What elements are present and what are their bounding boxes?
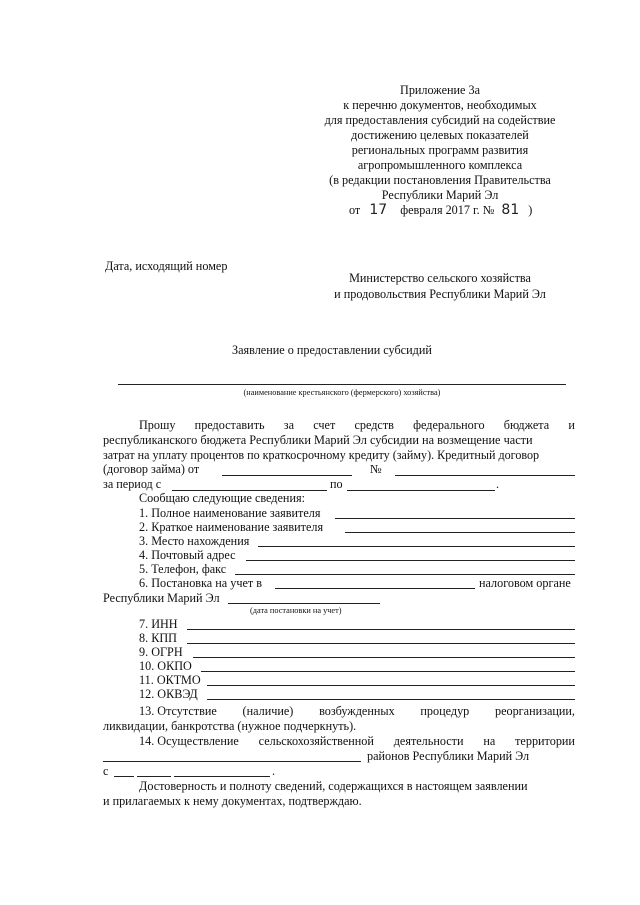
field-label-okpo: 10. ОКПО [139,659,192,673]
word: предоставить [194,418,265,432]
info-intro: Сообщаю следующие сведения: [139,491,305,505]
word: на [483,734,496,748]
location-field[interactable] [258,546,575,547]
activity-day-field[interactable] [114,776,134,777]
field-label-full-name: 1. Полное наименование заявителя [139,506,321,520]
word: возбужденных [319,704,395,718]
period-end-dot: . [496,477,500,491]
word: сельскохозяйственной [258,734,374,748]
field-14-line-1 [139,735,575,747]
period-from-label: за период с [103,477,162,491]
word: федерального [413,418,485,432]
appendix-title: Приложение 3а [400,83,480,97]
word: (наличие) [242,704,294,718]
activity-month-field[interactable] [137,776,171,777]
tax-office-field[interactable] [275,588,475,589]
word: и [568,418,575,432]
field-label-ogrn: 9. ОГРН [139,645,183,659]
word: 13. Отсутствие [139,704,217,718]
postal-address-field[interactable] [246,560,575,561]
handwritten-day: 17 [369,202,388,218]
request-line-3: затрат на уплату процентов по краткосрочному кредиту (займу). Кредитный договор [103,448,540,462]
field-label-phone-fax: 5. Телефон, факс [139,562,227,576]
appendix-line: агропромышленного комплекса [357,158,523,172]
okved-field[interactable] [207,699,575,700]
addressee-line: Министерство сельского хозяйства [349,271,531,285]
field-label-okved: 12. ОКВЭД [139,687,198,701]
appendix-line: региональных программ развития [351,143,529,157]
field-13-line-2: ликвидации, банкротства (нужное подчеркнуть). [103,719,357,733]
contract-date-field[interactable] [222,475,352,476]
field-label-inn: 7. ИНН [139,617,178,631]
field-label-kpp: 8. КПП [139,631,177,645]
kpp-field[interactable] [187,643,575,644]
word: территории [515,734,575,748]
registration-date-caption: (дата постановки на учет) [250,606,342,615]
oktmo-field[interactable] [207,685,575,686]
appendix-date-line [349,203,532,217]
field-label-republic: Республики Марий Эл [103,591,220,605]
period-to-field[interactable] [347,490,495,491]
appendix-line: для предоставления субсидий на содействие [324,113,556,127]
request-line-1 [139,419,575,431]
full-name-field[interactable] [335,518,575,519]
field-label-tax-registration: 6. Постановка на учет в [139,576,262,590]
confirm-line-1: Достоверность и полноту сведений, содержащихся в настоящем заявлении [139,779,528,793]
field-13-line-1 [139,705,575,717]
period-to-label: по [330,477,343,491]
registration-date-field[interactable] [228,603,380,604]
request-contract-from-label: (договор займа) от [103,462,200,476]
word: деятельности [393,734,464,748]
field-label-location: 3. Место нахождения [139,534,250,548]
word: за [283,418,295,432]
appendix-line: достижению целевых показателей [351,128,529,142]
activity-since-label: с [103,764,109,778]
handwritten-number: 81 [501,202,520,218]
confirm-line-2: и прилагаемых к нему документах, подтверждаю. [103,794,362,808]
short-name-field[interactable] [345,532,575,533]
ogrn-field[interactable] [193,657,575,658]
okpo-field[interactable] [201,671,575,672]
appendix-line: Республики Марий Эл [381,188,499,202]
word: счет [313,418,336,432]
contract-number-field[interactable] [395,475,575,476]
field-label-oktmo: 11. ОКТМО [139,673,201,687]
contract-number-label: № [370,462,382,476]
date-prefix: от [349,203,361,217]
appendix-line: к перечню документов, необходимых [343,98,537,112]
phone-fax-field[interactable] [235,574,575,575]
activity-year-field[interactable] [174,776,270,777]
word: 14. Осуществление [139,734,239,748]
farm-name-caption: (наименование крестьянского (фермерского) хозяйства) [243,388,441,397]
word: средств [354,418,394,432]
word: Прошу [139,418,176,432]
word: реорганизации, [494,704,575,718]
field-label-short-name: 2. Краткое наименование заявителя [139,520,324,534]
date-close: ) [528,203,533,217]
page-title: Заявление о предоставлении субсидий [232,343,432,357]
word: процедур [420,704,470,718]
appendix-line: (в редакции постановления Правительства [329,173,551,187]
field-label-postal-address: 4. Почтовый адрес [139,548,236,562]
date-outgoing-number-label: Дата, исходящий номер [105,259,228,273]
date-month-year: февраля 2017 г. № [400,203,495,217]
farm-name-field[interactable] [118,384,566,385]
tax-office-suffix: налоговом органе [479,576,571,590]
inn-field[interactable] [187,629,575,630]
districts-field[interactable] [103,761,361,762]
addressee-line: и продовольствия Республики Марий Эл [334,287,546,301]
districts-suffix: районов Республики Марий Эл [367,749,530,763]
activity-end-dot: . [272,764,276,778]
request-line-2: республиканского бюджета Республики Марий Эл субсидии на возмещение части [103,433,533,447]
word: бюджета [503,418,550,432]
